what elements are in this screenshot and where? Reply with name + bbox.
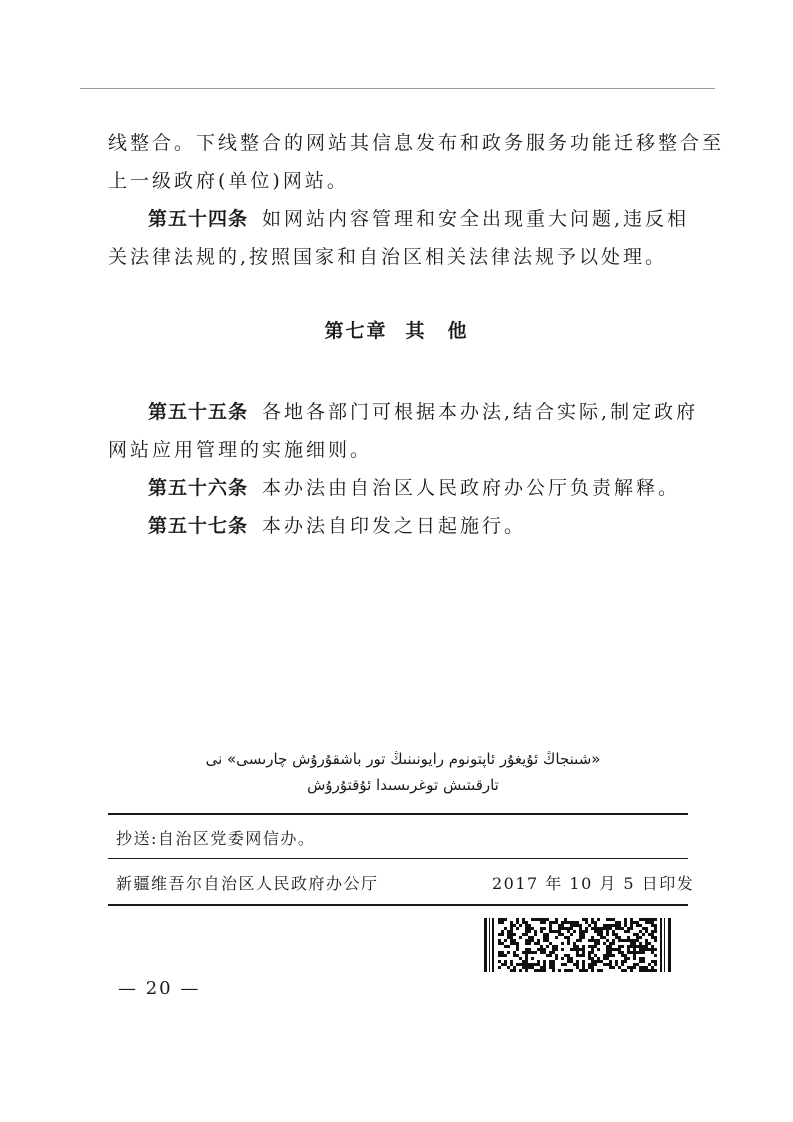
body-line: 上一级政府(单位)网站。: [108, 170, 349, 192]
article-56: [108, 470, 698, 506]
barcode-icon: [484, 918, 674, 972]
body-line: 关法律法规的,按照国家和自治区相关法律法规予以处理。: [108, 246, 668, 268]
article-label: 第五十七条: [148, 515, 249, 537]
article-text: 本办法由自治区人民政府办公厅负责解释。: [262, 477, 681, 499]
article-57: [108, 508, 698, 544]
header-rule: [80, 88, 715, 89]
footer-rule-mid: [108, 858, 688, 859]
article-label: 第五十六条: [148, 477, 249, 499]
issuing-office: 新疆维吾尔自治区人民政府办公厅: [116, 874, 379, 893]
article-54: [108, 201, 698, 237]
uyghur-title: [108, 746, 698, 798]
article-label: 第五十五条: [148, 401, 249, 423]
article-text: 各地各部门可根据本办法,结合实际,制定政府: [262, 401, 699, 423]
uyghur-line: «شىنجاڭ ئۇيغۇر ئاپتونوم رايونىنىڭ تور باشقۇرۇش چارىسى» نى: [205, 750, 601, 768]
chapter-number: 第七章: [324, 320, 388, 342]
footer-rule-top: [108, 813, 688, 815]
issue-date: 2017 年 10 月 5 日印发: [492, 874, 695, 893]
article-label: 第五十四条: [148, 208, 249, 230]
footer-rule-bottom: [108, 904, 688, 906]
chapter-title: 其 他: [405, 320, 469, 342]
body-line: 线整合。下线整合的网站其信息发布和政务服务功能迁移整合至: [108, 132, 725, 154]
article-text: 如网站内容管理和安全出现重大问题,违反相: [262, 208, 690, 230]
cc-line: 抄送:自治区党委网信办。: [116, 829, 316, 848]
uyghur-line: تارقىتىش توغرىسىدا ئۇقتۇرۇش: [307, 776, 499, 794]
body-line: 网站应用管理的实施细则。: [108, 439, 373, 461]
page-number: — 20 —: [118, 978, 201, 999]
article-text: 本办法自印发之日起施行。: [262, 515, 527, 537]
article-55: [108, 394, 698, 430]
chapter-heading: [0, 316, 793, 343]
